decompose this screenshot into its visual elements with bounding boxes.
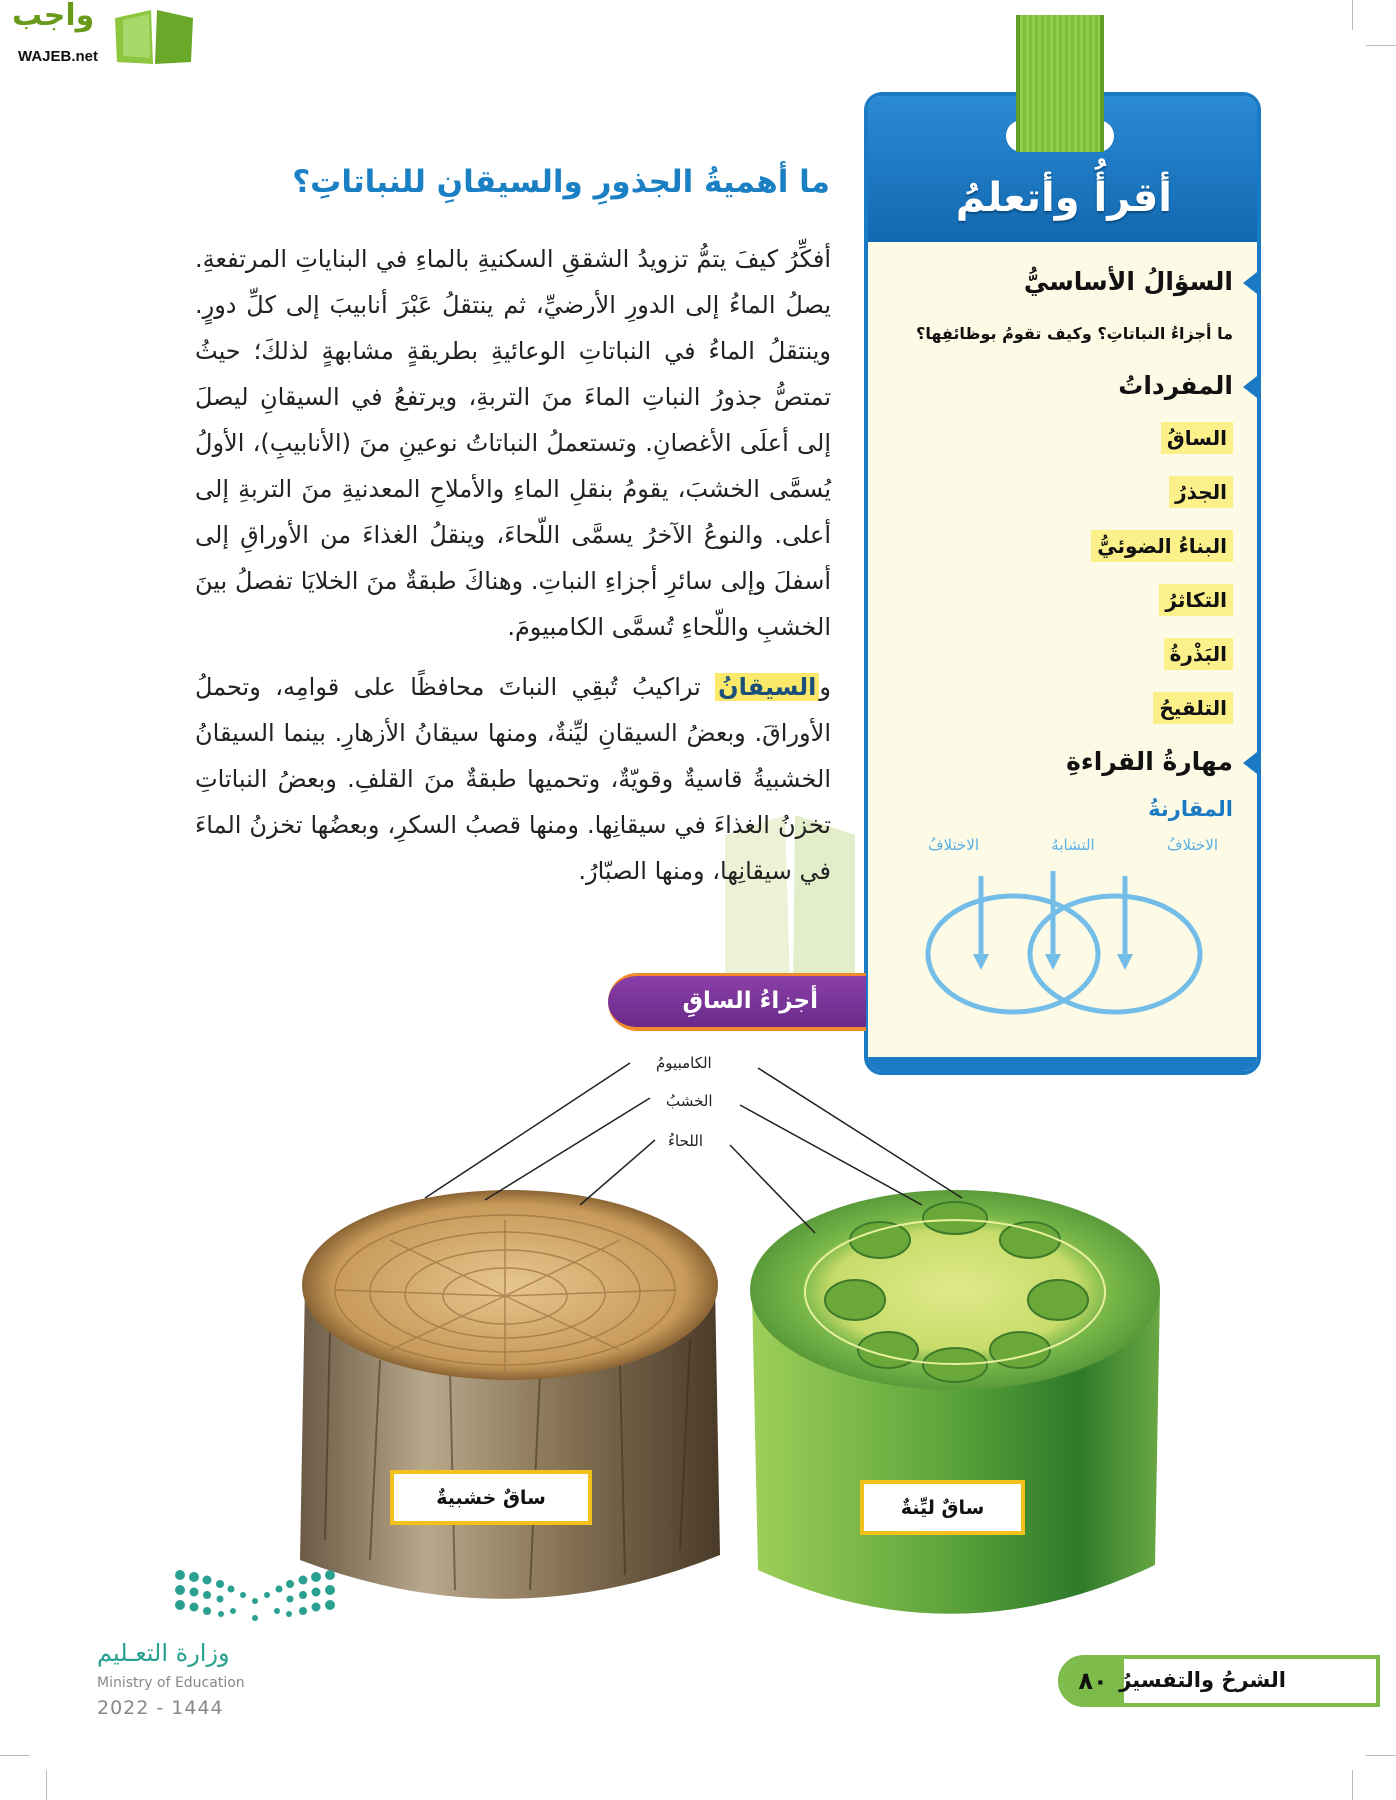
essential-question: ما أجزاءُ النباتاتِ؟ وكيف تقومُ بوظائفِها؟ <box>916 324 1233 343</box>
venn-label-difference: الاختلافُ <box>928 836 980 854</box>
woody-stem-stump <box>300 1190 720 1599</box>
ministry-of-education-logo <box>97 1568 337 1738</box>
page-number: ٨٠ <box>1062 1659 1124 1703</box>
prefix: و <box>819 673 831 701</box>
vocab-item: التلقيحُ <box>1153 692 1233 724</box>
section-label: الشرحُ والتفسيرُ <box>1119 1668 1286 1692</box>
vocab-item: البناءُ الضوئيُّ <box>1091 530 1233 562</box>
reading-skill-heading: مهارةُ القراءةِ <box>1066 744 1233 780</box>
venn-label-similarity: التشابهُ <box>1051 836 1095 854</box>
woody-stem-label: ساقٌ خشبيةٌ <box>390 1470 592 1525</box>
label-cambium: الكامبيومُ <box>656 1054 712 1072</box>
vocab-item: التكاثرُ <box>1159 584 1233 616</box>
essential-question-heading: السؤالُ الأساسيُّ <box>1024 264 1233 300</box>
vocab-item: الجذرُ <box>1169 476 1233 508</box>
venn-label-difference: الاختلافُ <box>1166 836 1218 854</box>
ministry-english: Ministry of Education <box>97 1675 245 1691</box>
academic-year: 2022 - 1444 <box>97 1697 224 1719</box>
vocab-item: البَذْرةُ <box>1164 638 1233 670</box>
section-title: ما أهميةُ الجذورِ والسيقانِ للنباتاتِ؟ <box>292 164 830 200</box>
logo-arabic: واجب <box>12 0 95 33</box>
label-xylem: الخشبُ <box>666 1092 713 1110</box>
highlighted-term-stems: السيقانُ <box>715 673 819 701</box>
paragraph-xylem-phloem: أفكِّرُ كيفَ يتمُّ تزويدُ الشققِ السكنيةِ بالماءِ في البناياتِ المرتفعةِ. يصلُ الماءُ إلى الدورِ الأرضيِّ، ثم ينتقلُ عَبْرَ أنابيبَ إلى كلِّ دورٍ. وينتقلُ الماءُ في النباتاتِ الوعائيةِ بطريقةٍ مشابهةٍ لذلكَ؛ حيثُ تمتصُّ جذورُ النباتِ الماءَ منَ التربةِ، ويرتفعُ في السيقانِ ليصلَ إلى أعلَى الأغصانِ. وتستعملُ النباتاتُ نوعينِ منَ (الأنابيبِ)، الأولُ يُسمَّى الخشبَ، يقومُ بنقلِ الماءِ والأملاحِ المعدنيةِ منَ التربةِ إلى أعلى. والنوعُ الآخرُ يسمَّى اللّحاءَ، وينقلُ الغذاءَ من الأوراقِ إلى أسفلَ وإلى سائرِ أجزاءِ النباتِ. وهناكَ طبقةٌ منَ الخلايَا تفصلُ بينَ الخشبِ واللّحاءِ تُسمَّى الكامبيومَ. <box>195 245 831 641</box>
banner-title: أجزاءُ الساقِ <box>682 988 818 1014</box>
herbaceous-stem-stump <box>750 1190 1160 1614</box>
vocab-item: الساقُ <box>1161 422 1233 454</box>
paragraph-text: تراكيبُ تُبقِي النباتَ محافظًا على قوامِه، وتحملُ الأوراقَ. وبعضُ السيقانِ ليِّنةٌ، ومنها سيقانُ الأزهارِ. بينما السيقانُ الخشبيةُ قاسيةٌ وقويّةٌ، وتحميها طبقةٌ منَ القلفِ. وبعضُ النباتاتِ تخزنُ الغذاءَ في سيقانِها. ومنها قصبُ السكرِ، وبعضُها تخزنُ الماءَ في سيقانِها، ومنها الصبّارُ. <box>195 673 831 885</box>
reading-skill: المقارنةُ <box>1148 797 1233 821</box>
ministry-arabic: وزارة التعـليم <box>97 1639 230 1667</box>
page-footer <box>1058 1655 1380 1707</box>
herbaceous-stem-label: ساقٌ ليِّنةٌ <box>860 1480 1025 1535</box>
logo-latin: WAJEB.net <box>18 48 99 65</box>
panel-title: أقرأُ وأتعلمُ <box>955 175 1172 221</box>
label-phloem: اللحاءُ <box>668 1132 704 1150</box>
ministry-dots-emblem <box>175 1568 335 1630</box>
vocabulary-heading: المفرداتُ <box>1118 368 1233 404</box>
